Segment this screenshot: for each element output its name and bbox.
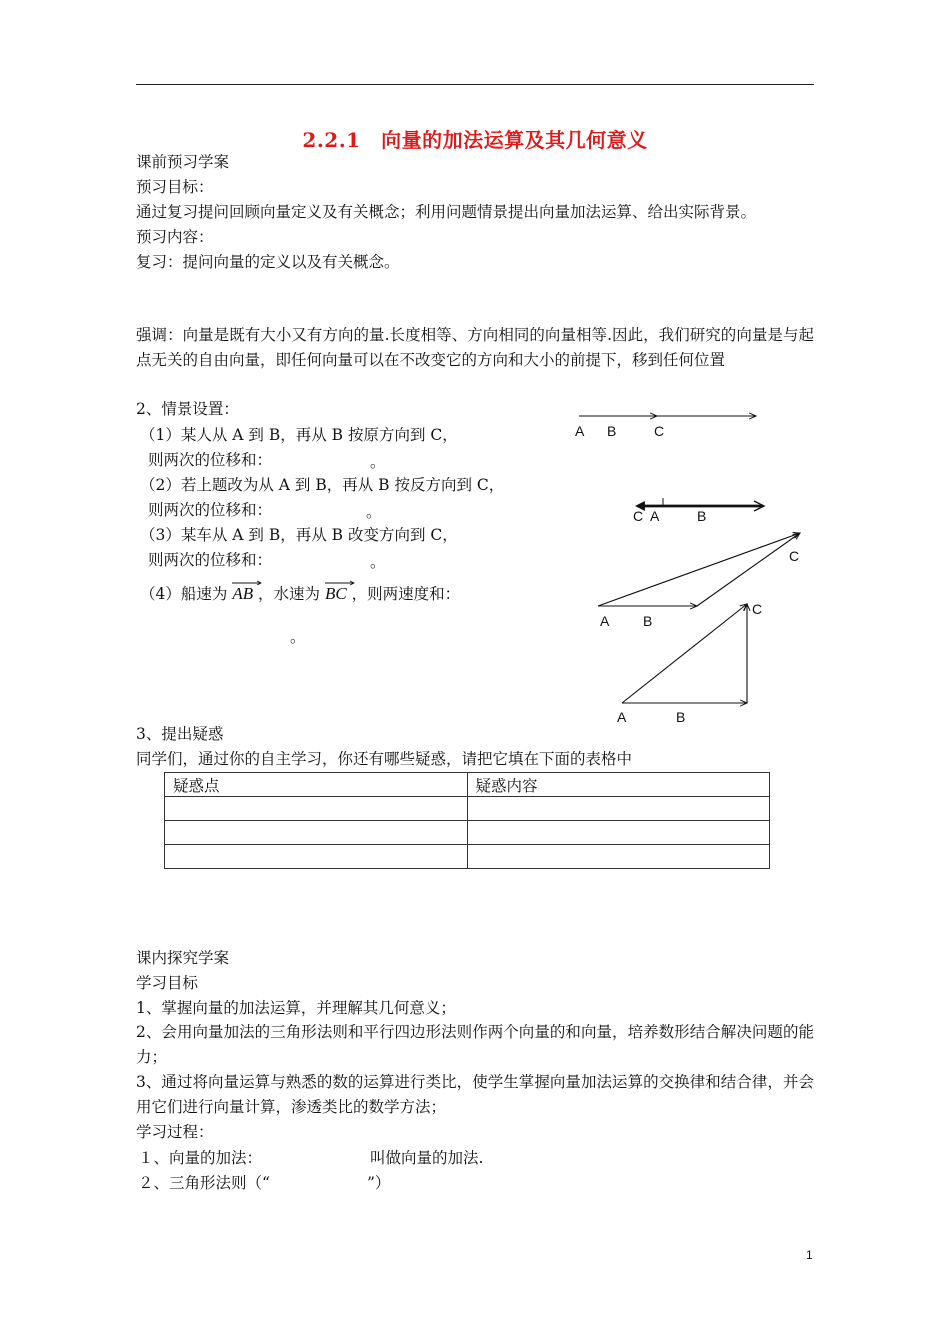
question-1-end: 。 — [370, 453, 386, 471]
fig3-label-b: B — [643, 613, 653, 629]
emphasis-paragraph: 强调：向量是既有大小又有方向的量.长度相等、方向相同的向量相等.因此，我们研究的向量是与起点无关的自由向量，即任何向量可以在不改变它的方向和大小的前提下，移到任何位置 — [136, 326, 814, 369]
figure-change-direction — [598, 533, 800, 606]
vector-ab-label: AB — [232, 584, 254, 603]
fig4-label-a: A — [617, 709, 627, 725]
table-cell-empty[interactable] — [467, 821, 770, 845]
question-3-line-b: 则两次的位移和： — [148, 551, 273, 569]
fig4-label-c: C — [752, 601, 763, 617]
section1-heading: 课前预习学案 — [136, 153, 230, 171]
learning-goal-1: 1、掌握向量的加法运算，并理解其几何意义； — [136, 999, 456, 1017]
fig1-label-a: A — [575, 423, 585, 439]
table-row — [165, 821, 770, 845]
fig2-label-c: C — [633, 508, 644, 524]
table-cell-empty[interactable] — [165, 797, 468, 821]
fig4-label-b: B — [676, 709, 686, 725]
question-4-text-c: ，则两速度和： — [351, 585, 461, 603]
table-header-row — [165, 773, 770, 797]
process-item-2b: ”） — [367, 1174, 391, 1192]
learning-goal-label: 学习目标 — [136, 974, 199, 992]
question-4-end: 。 — [290, 628, 306, 646]
doubt-heading: 3、提出疑惑 — [136, 725, 224, 743]
question-2-end: 。 — [366, 503, 382, 521]
scenario-heading: 2、情景设置： — [136, 400, 239, 418]
table-cell-empty[interactable] — [467, 797, 770, 821]
preview-goal-label: 预习目标： — [136, 178, 214, 196]
fig2-label-a: A — [650, 508, 660, 524]
preview-content-label: 预习内容： — [136, 228, 214, 246]
fig1-label-c: C — [654, 423, 665, 439]
learning-goal-2: 2、会用向量加法的三角形法则和平行四边形法则作两个向量的和向量，培养数形结合解决问题的能力； — [136, 1023, 814, 1066]
fig2-label-b: B — [697, 508, 707, 524]
process-item-2a: ２、三角形法则（“ — [138, 1174, 270, 1192]
arrow-bc — [697, 533, 800, 606]
learning-goal-3: 3、通过将向量运算与熟悉的数的运算进行类比，使学生掌握向量加法运算的交换律和结合律，并会用它们进行向量计算，渗透类比的数学方法； — [136, 1073, 814, 1116]
arrow-ac — [622, 604, 747, 703]
table-cell-empty[interactable] — [165, 845, 468, 869]
table-row — [165, 797, 770, 821]
table-cell-empty[interactable] — [467, 845, 770, 869]
fig3-label-a: A — [600, 613, 610, 629]
table-cell-empty[interactable] — [165, 821, 468, 845]
question-2-line-a: （2）若上题改为从 A 到 B，再从 B 按反方向到 C， — [140, 476, 505, 494]
table-header-doubt-point: 疑惑点 — [165, 773, 468, 797]
process-label: 学习过程： — [136, 1123, 214, 1141]
question-4-text-b: ，水速为 — [258, 585, 321, 603]
arrow-ac — [598, 533, 800, 606]
question-3-line-a: （3）某车从 A 到 B，再从 B 改变方向到 C， — [140, 526, 458, 544]
process-item-1b: 叫做向量的加法. — [370, 1149, 484, 1167]
table-row — [165, 845, 770, 869]
table-header-doubt-content: 疑惑内容 — [467, 773, 770, 797]
figure-velocity-triangle — [622, 604, 747, 703]
vector-bc-label: BC — [324, 584, 347, 603]
question-3-end: 。 — [370, 553, 386, 571]
review-text: 复习：提问向量的定义以及有关概念。 — [136, 253, 400, 271]
process-item-1a: １、向量的加法： — [138, 1149, 263, 1167]
question-1-line-a: （1）某人从 A 到 B，再从 B 按原方向到 C， — [140, 426, 458, 444]
question-1-line-b: 则两次的位移和： — [148, 451, 273, 469]
section2-heading: 课内探究学案 — [136, 949, 230, 967]
fig1-label-b: B — [607, 423, 617, 439]
page-title: 2.2.1 向量的加法运算及其几何意义 — [302, 128, 648, 152]
page-number: 1 — [806, 1248, 813, 1262]
doubt-intro: 同学们，通过你的自主学习，你还有哪些疑惑，请把它填在下面的表格中 — [136, 750, 633, 768]
preview-goal-text: 通过复习提问回顾向量定义及有关概念；利用问题情景提出向量加法运算、给出实际背景。 — [136, 203, 757, 221]
question-2-line-b: 则两次的位移和： — [148, 501, 273, 519]
question-4-text-a: （4）船速为 — [140, 585, 228, 603]
doubt-table — [164, 772, 770, 869]
fig3-label-c: C — [789, 548, 800, 564]
